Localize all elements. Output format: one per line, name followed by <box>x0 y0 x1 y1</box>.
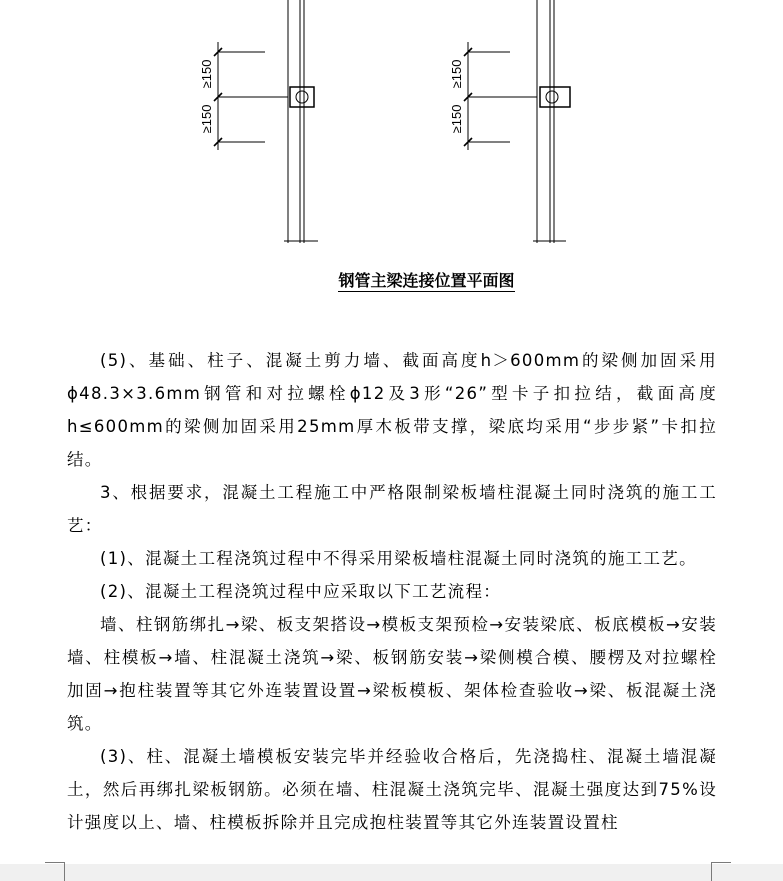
crop-mark-right-horizontal <box>711 862 731 863</box>
right-clamp <box>540 87 570 107</box>
crop-mark-left-vertical <box>64 862 65 881</box>
figure-caption-text: 钢管主梁连接位置平面图 <box>338 271 515 290</box>
page-bottom-margin <box>0 864 783 881</box>
paragraph: 3、根据要求，混凝土工程施工中严格限制梁板墙柱混凝土同时浇筑的施工工艺： <box>67 483 717 535</box>
figure-caption <box>0 268 783 291</box>
paragraph: (5)、基础、柱子、混凝土剪力墙、截面高度h＞600mm的梁侧加固采用ϕ48.3×3.6mm钢管和对拉螺栓ϕ12及3形“26”型卡子扣拉结，截面高度h≤600mm的梁侧加固采用25mm厚木板带支撑，梁底均采用“步步紧”卡扣拉结。 <box>67 351 717 469</box>
left-assembly <box>214 0 318 243</box>
paragraph: (3)、柱、混凝土墙模板安装完毕并经验收合格后，先浇捣柱、混凝土墙混凝土，然后再绑扎梁板钢筋。必须在墙、柱混凝土浇筑完毕、混凝土强度达到75%设计强度以上、墙、柱模板拆除并且完成抱柱装置等其它外连装置设置柱 <box>67 747 717 832</box>
paragraph: (2)、混凝土工程浇筑过程中应采取以下工艺流程： <box>100 582 502 601</box>
right-assembly <box>464 0 570 243</box>
dimension-label: ≥150 <box>199 104 214 134</box>
crop-mark-right-vertical <box>711 862 712 881</box>
dimension-label: ≥150 <box>199 59 214 89</box>
left-clamp <box>290 87 314 107</box>
dimension-label: ≥150 <box>449 59 464 89</box>
paragraph: (1)、混凝土工程浇筑过程中不得采用梁板墙柱混凝土同时浇筑的施工工艺。 <box>100 549 697 568</box>
crop-mark-left-horizontal <box>45 862 65 863</box>
document-body <box>67 344 717 839</box>
steel-pipe-connection-drawing <box>0 0 783 260</box>
paragraph: 墙、柱钢筋绑扎→梁、板支架搭设→模板支架预检→安装梁底、板底模板→安装墙、柱模板→墙、柱混凝土浇筑→梁、板钢筋安装→梁侧模合模、腰楞及对拉螺栓加固→抱柱装置等其它外连装置设置→梁板模板、架体检查验收→梁、板混凝土浇筑。 <box>67 615 717 733</box>
right-bolt-circle <box>546 91 558 103</box>
left-bolt-circle <box>296 91 308 103</box>
dimension-label: ≥150 <box>449 104 464 134</box>
